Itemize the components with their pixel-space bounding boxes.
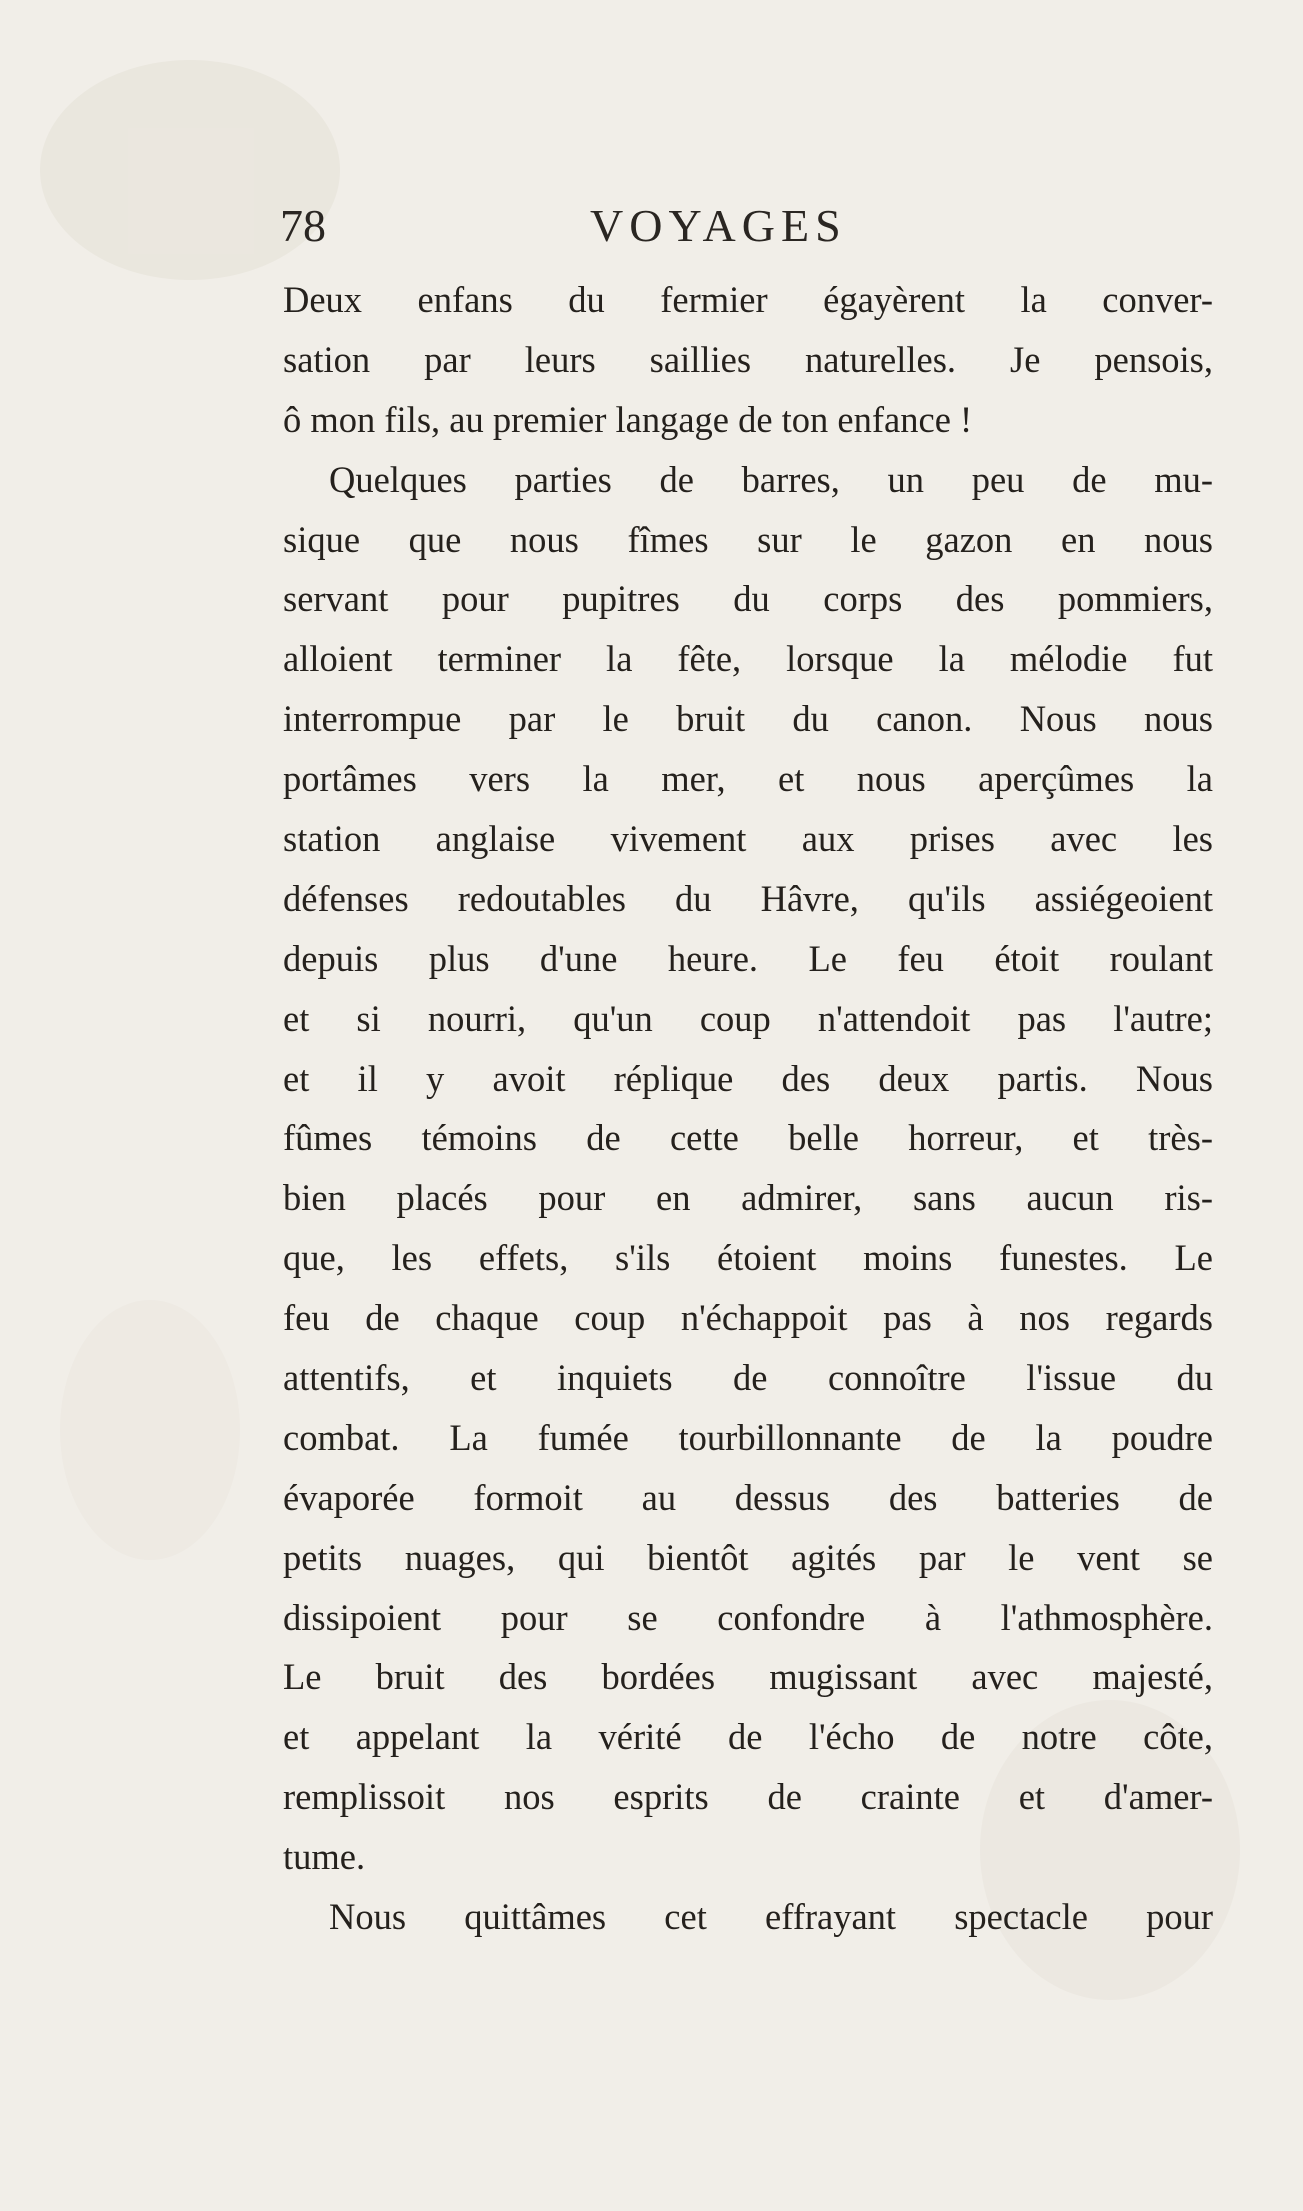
text-line: et appelant la vérité de l'écho de notre côte, [283, 1716, 1213, 1758]
text-line: sique que nous fîmes sur le gazon en nous [283, 518, 1213, 560]
text-line: et il y avoit réplique des deux partis. Nous [283, 1057, 1213, 1099]
text-line: alloient terminer la fête, lorsque la mélodie fut [283, 638, 1213, 680]
text-line: Quelques parties de barres, un peu de mu- [329, 458, 1213, 500]
text-line: ô mon fils, au premier langage de ton enfance ! [283, 398, 973, 440]
paper-stain [60, 1300, 240, 1560]
text-line: sation par leurs saillies naturelles. Je pensois, [283, 338, 1213, 380]
running-header [280, 196, 1220, 266]
text-line: et si nourri, qu'un coup n'attendoit pas l'autre; [283, 997, 1213, 1039]
text-line: défenses redoutables du Hâvre, qu'ils assiégeoient [283, 877, 1213, 919]
running-title: VOYAGES [590, 200, 847, 251]
text-line: combat. La fumée tourbillonnante de la poudre [283, 1416, 1213, 1458]
text-line: interrompue par le bruit du canon. Nous nous [283, 698, 1213, 740]
text-line: station anglaise vivement aux prises avec les [283, 818, 1213, 860]
text-line: que, les effets, s'ils étoient moins funestes. Le [283, 1237, 1213, 1279]
text-line: Deux enfans du fermier égayèrent la conver- [283, 279, 1213, 320]
text-line: portâmes vers la mer, et nous aperçûmes la [283, 758, 1213, 800]
text-line: remplissoit nos esprits de crainte et d'amer- [283, 1776, 1213, 1818]
text-line: depuis plus d'une heure. Le feu étoit roulant [283, 937, 1213, 979]
text-line: fûmes témoins de cette belle horreur, et très- [283, 1117, 1213, 1159]
body-text [283, 270, 1213, 1947]
text-line: feu de chaque coup n'échappoit pas à nos regards [283, 1297, 1213, 1339]
text-line: Nous quittâmes cet effrayant spectacle pour [329, 1896, 1213, 1938]
text-line: servant pour pupitres du corps des pommiers, [283, 578, 1213, 620]
text-line: Le bruit des bordées mugissant avec majesté, [283, 1656, 1213, 1698]
page-number: 78 [280, 200, 326, 251]
text-line: tume. [283, 1836, 366, 1878]
text-line: attentifs, et inquiets de connoître l'issue du [283, 1357, 1213, 1399]
text-line: petits nuages, qui bientôt agités par le vent se [283, 1536, 1213, 1578]
text-line: évaporée formoit au dessus des batteries de [283, 1476, 1213, 1518]
text-line: bien placés pour en admirer, sans aucun ris- [283, 1177, 1213, 1219]
text-line: dissipoient pour se confondre à l'athmosphère. [283, 1596, 1213, 1638]
